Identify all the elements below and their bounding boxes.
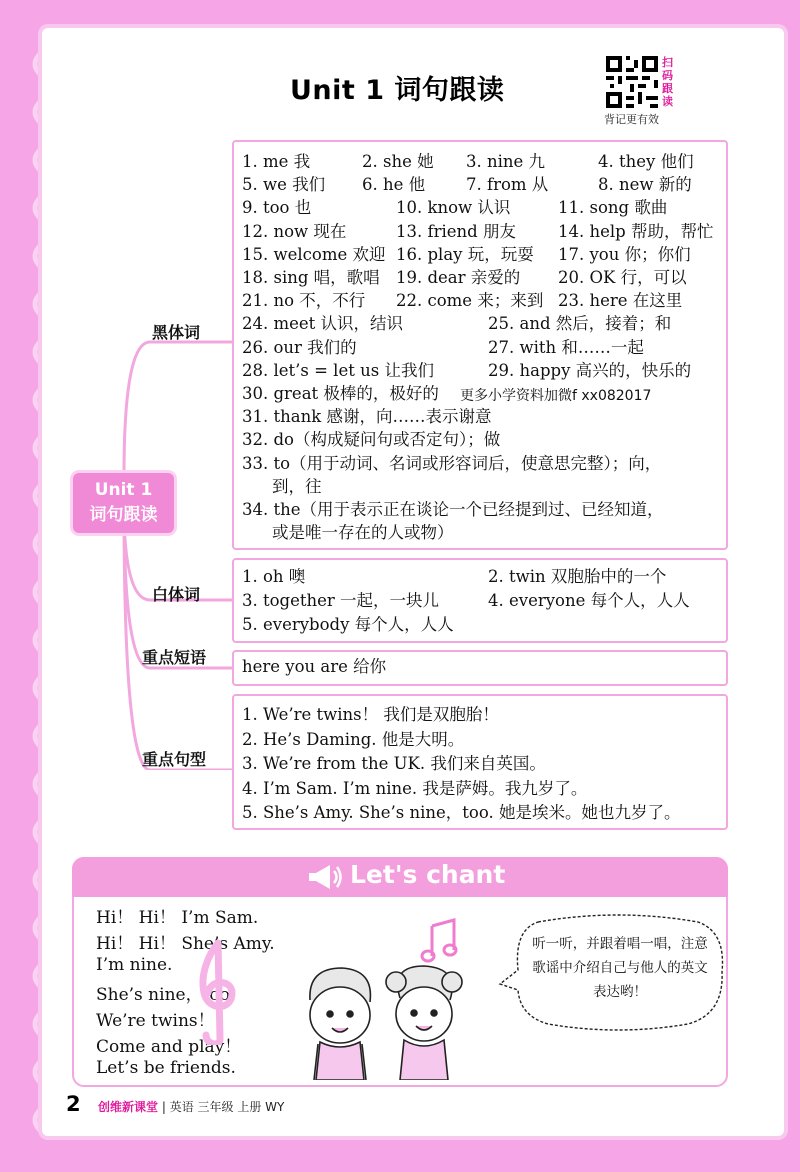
heiti-word: 17. you 你；你们 — [558, 244, 691, 264]
baiti-word: 5. everybody 每个人，人人 — [242, 615, 454, 634]
baiti-word: 4. everyone 每个人，人人 — [488, 591, 690, 610]
sentence-item: 5. She’s Amy. She’s nine，too. 她是埃米。她也九岁了。 — [242, 803, 681, 822]
heiti-word: 33. to（用于动词、名词或形容词后，使意思完整）；向， — [242, 453, 662, 473]
chant-line: Hi！ Hi！ I’m Sam. — [96, 908, 259, 928]
treble-clef-icon — [180, 935, 250, 1045]
heiti-word: 25. and 然后，接着；和 — [488, 314, 672, 334]
heiti-word: 5. we 我们 — [242, 175, 326, 195]
page-title: Unit 1 词句跟读 — [290, 75, 505, 106]
mindmap-connectors — [120, 330, 235, 770]
heiti-word: 22. come 来；来到 — [396, 291, 544, 311]
heiti-word: 18. sing 唱，歌唱 — [242, 268, 380, 287]
heiti-word: 27. with 和……一起 — [488, 337, 644, 357]
sentence-item: 2. He’s Daming. 他是大明。 — [242, 729, 465, 749]
heiti-word: 31. thank 感谢，向……表示谢意 — [242, 407, 492, 427]
chant-line: She’s nine，too. — [96, 985, 235, 1006]
heiti-word: 4. they 他们 — [598, 152, 694, 171]
footer-book-info: 英语 三年级 上册 WY — [169, 1100, 285, 1114]
heiti-word: 7. from 从 — [466, 175, 549, 195]
music-note-icon — [420, 918, 460, 964]
heiti-word: 16. play 玩，玩耍 — [396, 244, 534, 264]
baiti-word: 1. oh 噢 — [242, 567, 306, 586]
heiti-word: 12. now 现在 — [242, 221, 347, 241]
heiti-word: 21. no 不，不行 — [242, 291, 366, 311]
children-illustration — [290, 960, 470, 1080]
sentence-item: 1. We’re twins！ 我们是双胞胎！ — [242, 705, 499, 724]
page-number: 2 — [66, 1092, 81, 1116]
heiti-word: 26. our 我们的 — [242, 337, 357, 357]
heiti-word: 3. nine 九 — [466, 152, 546, 171]
chant-line: Come and play！ — [96, 1037, 242, 1057]
heiti-word: 9. too 也 — [242, 198, 312, 218]
watermark-text: 更多小学资料加微f xx082017 — [460, 388, 652, 404]
heiti-word: 8. new 新的 — [598, 175, 692, 195]
baiti-word: 3. together 一起，一块儿 — [242, 591, 440, 610]
footer-divider: | — [161, 1100, 166, 1114]
heiti-word: 13. friend 朋友 — [396, 221, 516, 241]
phrases-label: 重点短语 — [142, 648, 207, 667]
heiti-word: 32. do（构成疑问句或否定句）；做 — [242, 430, 501, 450]
unit-badge-line2: 词句跟读 — [89, 505, 158, 525]
sentences-label: 重点句型 — [142, 750, 207, 769]
baiti-label: 白体词 — [152, 585, 201, 604]
heiti-word: 30. great 极棒的，极好的 — [242, 384, 439, 403]
heiti-word: 1. me 我 — [242, 152, 311, 171]
heiti-word: 28. let’s = let us 让我们 — [242, 360, 434, 380]
qr-side-label: 扫码跟读 — [662, 56, 673, 108]
chant-line: We’re twins！ — [96, 1011, 215, 1032]
heiti-word: 15. welcome 欢迎 — [242, 244, 386, 264]
chant-line: I’m nine. — [96, 954, 173, 975]
heiti-word: 2. she 她 — [362, 152, 434, 171]
footer-info — [98, 1098, 284, 1115]
heiti-word: 24. meet 认识，结识 — [242, 314, 404, 334]
heiti-word: 11. song 歌曲 — [558, 198, 668, 218]
qr-code[interactable] — [606, 56, 658, 108]
heiti-word: 29. happy 高兴的，快乐的 — [488, 360, 692, 380]
footer-brand: 创维新课堂 — [98, 1100, 159, 1114]
qr-caption: 背记更有效 — [604, 113, 659, 126]
baiti-word: 2. twin 双胞胎中的一个 — [488, 567, 667, 586]
heiti-word: 23. here 在这里 — [558, 291, 683, 311]
heiti-word: 34. the（用于表示正在谈论一个已经提到过、已经知道， — [242, 500, 664, 519]
unit-badge-line1: Unit 1 — [94, 480, 153, 500]
heiti-word: 14. help 帮助，帮忙 — [558, 221, 714, 241]
megaphone-icon — [305, 864, 343, 890]
heiti-label: 黑体词 — [152, 323, 201, 342]
chant-title: Let's chant — [350, 860, 506, 889]
phrase-item: here you are 给你 — [242, 657, 387, 676]
sentence-item: 4. I’m Sam. I’m nine. 我是萨姆。我九岁了。 — [242, 778, 588, 798]
heiti-word: 或是唯一存在的人或物） — [272, 523, 454, 543]
heiti-word: 6. he 他 — [362, 175, 426, 195]
speech-bubble-text: 听一听，并跟着唱一唱，注意歌谣中介绍自己与他人的英文表达哟！ — [532, 936, 708, 1000]
sentence-item: 3. We’re from the UK. 我们来自英国。 — [242, 754, 546, 773]
heiti-word: 10. know 认识 — [396, 198, 511, 218]
heiti-word: 到，往 — [272, 476, 322, 496]
heiti-word: 19. dear 亲爱的 — [396, 268, 521, 287]
chant-line: Let’s be friends. — [96, 1057, 236, 1078]
heiti-word: 20. OK 行，可以 — [558, 268, 687, 287]
chant-line: Hi！ Hi！ She’s Amy. — [96, 933, 275, 954]
unit-badge — [73, 473, 174, 533]
